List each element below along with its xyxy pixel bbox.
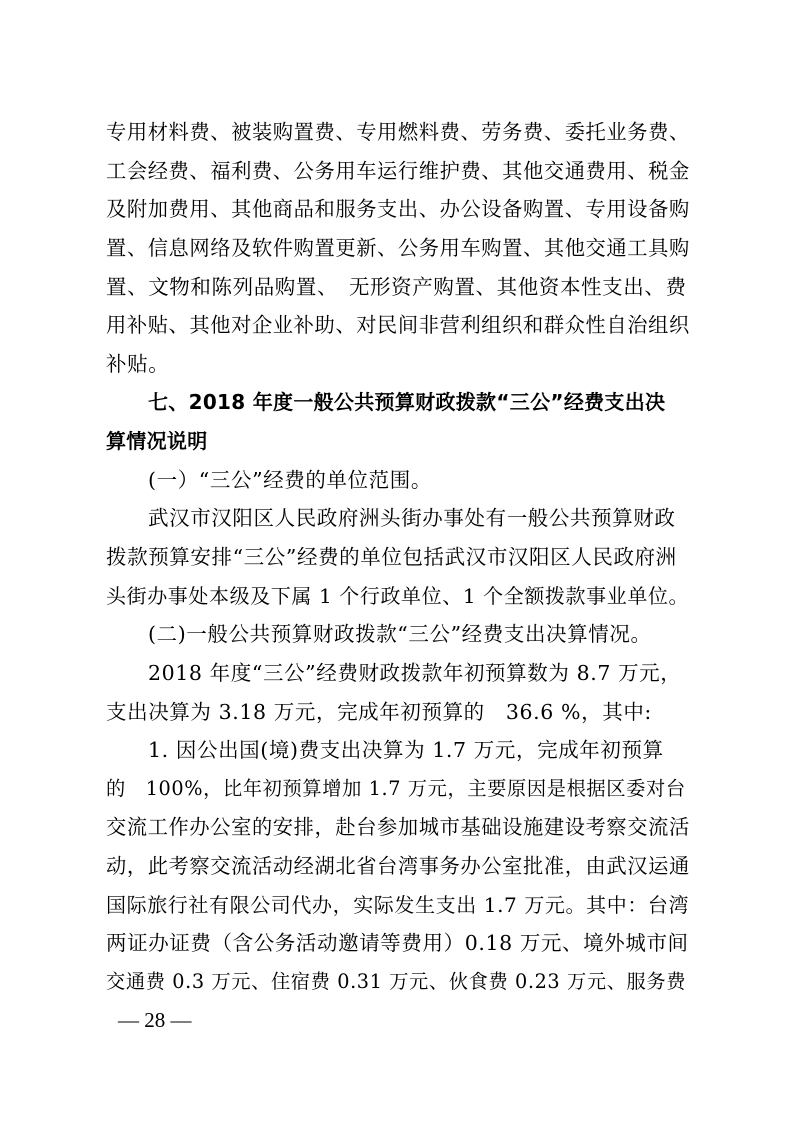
page-number: — 28 — — [118, 1008, 192, 1032]
text-line: 用补贴、其他对企业补助、对民间非营利组织和群众性自治组织 — [106, 313, 690, 337]
text-line: 置、信息网络及软件购置更新、公务用车购置、其他交通工具购 — [106, 236, 690, 260]
text-line: 补贴。 — [106, 352, 170, 376]
text-line: 置、文物和陈列品购置、 无形资产购置、其他资本性支出、费 — [106, 275, 687, 299]
text-line: 2018 年度“三公”经费财政拨款年初预算数为 8.7 万元， — [148, 661, 682, 685]
text-line: 两证办证费（含公务活动邀请等费用）0.18 万元、境外城市间 — [106, 931, 689, 955]
text-line: 工会经费、福利费、公务用车运行维护费、其他交通费用、税金 — [106, 159, 690, 183]
text-line: 的 100%，比年初预算增加 1.7 万元，主要原因是根据区委对台 — [106, 777, 686, 800]
text-line: 专用材料费、被装购置费、专用燃料费、劳务费、委托业务费、 — [106, 120, 690, 144]
subsection-heading: (二)一般公共预算财政拨款“三公”经费支出决算情况。 — [148, 622, 652, 646]
text-line: 及附加费用、其他商品和服务支出、办公设备购置、专用设备购 — [106, 197, 690, 221]
text-line: 动，此考察交流活动经湖北省台湾事务办公室批准，由武汉运通 — [106, 854, 690, 878]
subsection-heading: (一）“三公”经费的单位范围。 — [148, 468, 432, 492]
text-line: 交通费 0.3 万元、住宿费 0.31 万元、伙食费 0.23 万元、服务费 — [106, 970, 687, 993]
text-line: 支出决算为 3.18 万元，完成年初预算的 36.6 %，其中: — [106, 700, 652, 724]
text-line: 头街办事处本级及下属 1 个行政单位、1 个全额拨款事业单位。 — [106, 584, 690, 608]
section-heading: 算情况说明 — [106, 429, 208, 453]
text-line: 1. 因公出国(境)费支出决算为 1.7 万元，完成年初预算 — [148, 738, 664, 762]
section-heading: 七、2018 年度一般公共预算财政拨款“三公”经费支出决 — [148, 390, 666, 414]
text-line: 武汉市汉阳区人民政府洲头街办事处有一般公共预算财政 — [148, 506, 676, 530]
text-line: 交流工作办公室的安排，赴台参加城市基础设施建设考察交流活 — [106, 815, 690, 839]
text-line: 拨款预算安排“三公”经费的单位包括武汉市汉阳区人民政府洲 — [106, 545, 677, 569]
text-line: 国际旅行社有限公司代办，实际发生支出 1.7 万元。其中：台湾 — [106, 893, 690, 917]
